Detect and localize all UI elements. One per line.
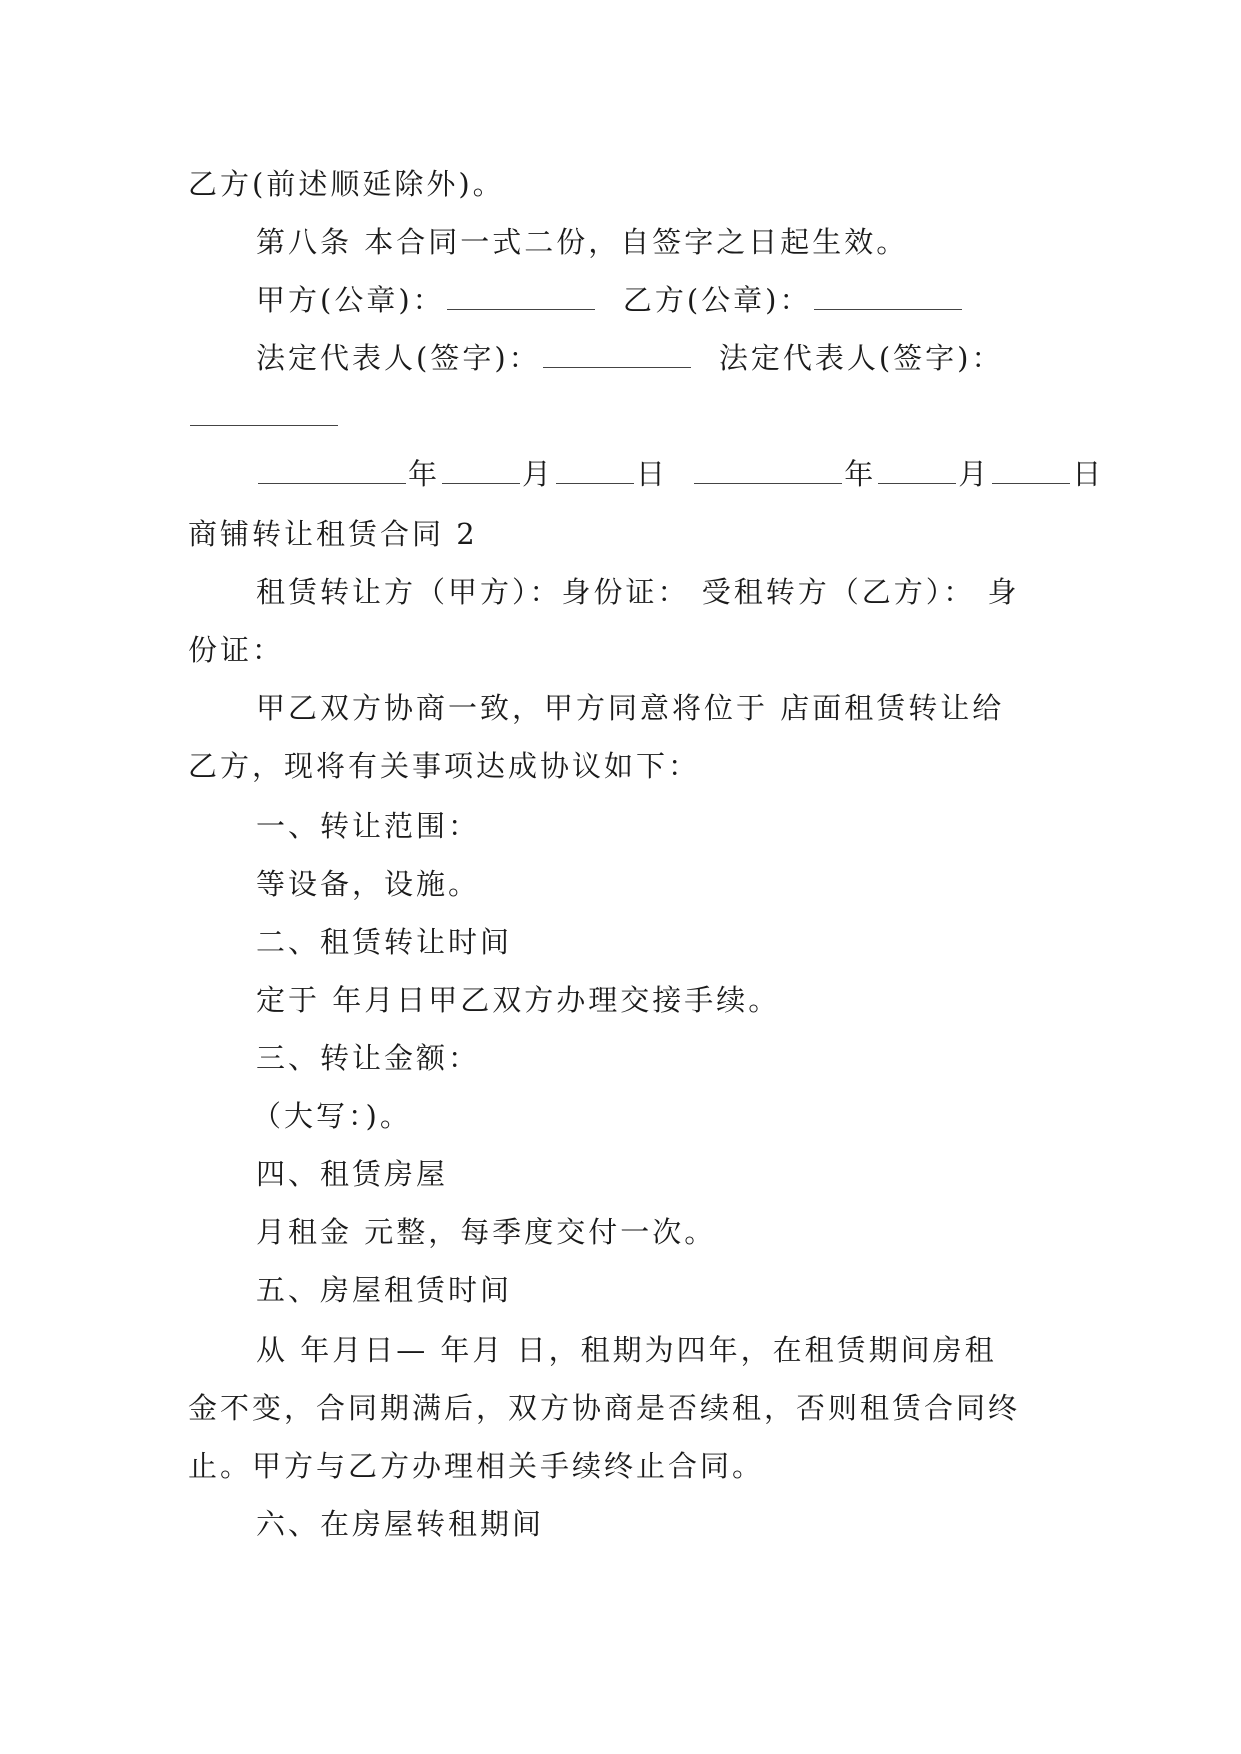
party-b-representative-label: 法定代表人(签字)： — [718, 341, 1004, 375]
section-heading: 六、在房屋转租期间 — [256, 1507, 545, 1541]
date-blank — [556, 457, 634, 484]
day-label: 日 — [1072, 457, 1105, 491]
signature-blank — [814, 283, 962, 310]
party-a-seal-label: 甲方(公章)： — [256, 283, 445, 317]
seal-line — [256, 280, 964, 320]
paragraph-line: 等设备，设施。 — [256, 867, 481, 901]
section-heading: 五、房屋租赁时间 — [256, 1273, 513, 1307]
section-heading: 二、租赁转让时间 — [256, 925, 513, 959]
party-a-representative-label: 法定代表人(签字)： — [256, 341, 541, 375]
day-label: 日 — [636, 457, 669, 491]
paragraph-line: 租赁转让方（甲方）：身份证： 受租转方（乙方）： 身 — [256, 575, 1020, 609]
signature-blank — [543, 341, 691, 368]
text-line: 乙方(前述顺延除外)。 — [188, 167, 505, 201]
paragraph-line: 份证： — [188, 633, 285, 667]
date-blank — [258, 457, 406, 484]
paragraph-line: 从 年月日— 年月 日，租期为四年，在租赁期间房租 — [256, 1333, 997, 1367]
month-label: 月 — [958, 457, 991, 491]
section-heading: 一、转让范围： — [256, 809, 481, 843]
paragraph-line: （大写：)。 — [252, 1099, 412, 1133]
signature-blank — [190, 399, 338, 426]
document-title: 商铺转让租赁合同 2 — [188, 517, 478, 551]
section-heading: 三、转让金额： — [256, 1041, 481, 1075]
section-heading: 四、租赁房屋 — [256, 1157, 449, 1191]
paragraph-line: 乙方，现将有关事项达成协议如下： — [188, 749, 701, 783]
paragraph-line: 金不变，合同期满后，双方协商是否续租，否则租赁合同终 — [188, 1391, 1021, 1425]
date-line — [256, 454, 1104, 494]
article-8: 第八条 本合同一式二份，自签字之日起生效。 — [256, 225, 909, 259]
representative-line — [256, 338, 1004, 378]
date-blank — [442, 457, 520, 484]
date-blank — [694, 457, 842, 484]
paragraph-line: 止。甲方与乙方办理相关手续终止合同。 — [188, 1449, 765, 1483]
paragraph-line: 甲乙双方协商一致，甲方同意将位于 店面租赁转让给 — [256, 691, 1005, 725]
month-label: 月 — [522, 457, 555, 491]
date-blank — [992, 457, 1070, 484]
paragraph-line: 月租金 元整，每季度交付一次。 — [256, 1215, 717, 1249]
year-label: 年 — [408, 457, 441, 491]
year-label: 年 — [844, 457, 877, 491]
date-blank — [878, 457, 956, 484]
party-b-seal-label: 乙方(公章)： — [622, 283, 812, 317]
signature-blank — [447, 283, 595, 310]
signature-blank-line — [188, 396, 340, 436]
paragraph-line: 定于 年月日甲乙双方办理交接手续。 — [256, 983, 781, 1017]
